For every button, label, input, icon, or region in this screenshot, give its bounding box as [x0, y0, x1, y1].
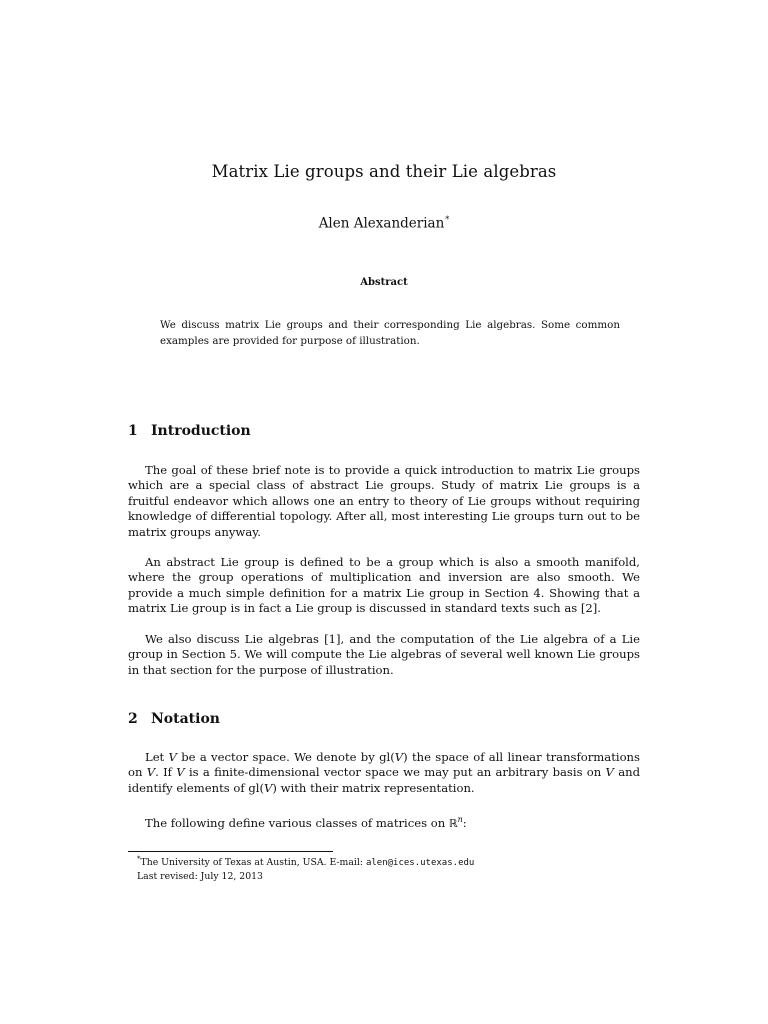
abstract-text: We discuss matrix Lie groups and their corresponding Lie algebras. Some common examples are provided for purpose of illustration.: [160, 319, 620, 347]
math-symbol-v: V: [264, 780, 273, 795]
notation-paragraph-1: Let V be a vector space. We denote by gl(V) the space of all linear transformations on V. If V is a finite-dimensional vector space we may put an arbitrary basis on V and identify elements of gl(V) with their matrix representation.: [128, 750, 641, 795]
author-footnote-mark: *: [445, 215, 450, 224]
abstract-heading: Abstract: [360, 277, 408, 288]
intro-paragraph-3: We also discuss Lie algebras [1], and the computation of the Lie algebra of a Lie group in Section 5. We will compute the Lie algebras of several well known Lie groups in that section for the purpose of illustration.: [128, 632, 640, 677]
author-line: [0, 215, 768, 232]
section-title: Introduction: [151, 423, 251, 439]
section-heading-introduction: [128, 423, 251, 439]
footnote-affiliation: The University of Texas at Austin, USA. E-mail:: [140, 857, 366, 869]
footnote-affiliation-line: [137, 853, 657, 870]
notation-paragraph-2: The following define various classes of matrices on ℝ$^n$:: [145, 815, 467, 830]
math-reals: ℝ: [448, 816, 458, 830]
math-symbol-v: V: [605, 765, 614, 780]
math-symbol-v: V: [146, 765, 156, 780]
author-name: Alen Alexanderian: [318, 215, 445, 232]
paper-title: Matrix Lie groups and their Lie algebras: [211, 162, 557, 181]
footnote-mark: *: [137, 855, 141, 863]
math-superscript-n: n: [457, 815, 463, 824]
section-number: 1: [128, 423, 138, 439]
section-heading-notation: [128, 711, 220, 727]
intro-paragraph-2: An abstract Lie group is defined to be a group which is also a smooth manifold, where the group operations of multiplication and inversion are also smooth. We provide a much simple definition for a matrix Lie group in Section 4. Showing that a matrix Lie group is in fact a Lie group is discussed in standard texts such as [2].: [128, 555, 640, 616]
footnote: [137, 853, 657, 883]
intro-paragraph-1: The goal of these brief note is to provide a quick introduction to matrix Lie groups which are a special class of abstract Lie groups. Study of matrix Lie groups is a fruitful endeavor which allows one an entry to theory of Lie groups without requiring knowledge of differential topology. After all, most interesting Lie groups turn out to be matrix groups anyway.: [128, 463, 640, 539]
math-symbol-v: V: [168, 750, 177, 764]
math-symbol-v: V: [176, 765, 185, 780]
footnote-email-link[interactable]: alen@ices.utexas.edu: [365, 858, 475, 869]
footnote-revised: Last revised: July 12, 2013: [137, 871, 263, 883]
math-symbol-v: V: [394, 750, 404, 764]
footnote-divider: [128, 851, 333, 852]
math-gl: gl: [379, 750, 391, 764]
math-gl: gl: [248, 780, 260, 795]
section-number: 2: [128, 711, 138, 727]
section-title: Notation: [151, 711, 220, 727]
